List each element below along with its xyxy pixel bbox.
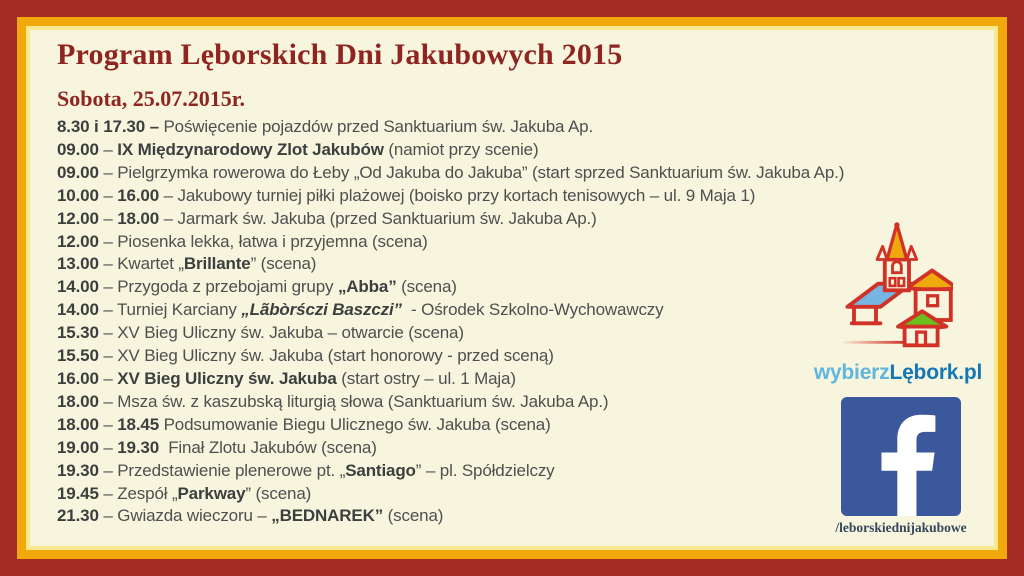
schedule-segment: 19.00 [57, 437, 99, 457]
schedule-line [57, 483, 957, 506]
schedule-segment: Podsumowanie Biegu Ulicznego św. Jakuba (scena) [159, 414, 551, 434]
schedule-segment: (start ostry – ul. 1 Maja) [336, 368, 516, 388]
schedule-segment: – Jarmark św. Jakuba (przed Sanktuarium św. Jakuba Ap.) [159, 208, 597, 228]
facebook-handle: /leborskiednijakubowe [835, 520, 967, 535]
schedule-segment: ” – pl. Spółdzielczy [415, 460, 555, 480]
logo-wordmark [814, 361, 982, 385]
schedule-segment: „Lãbòrśczi Baszczi” [241, 300, 402, 320]
schedule-segment: XV Bieg Uliczny św. Jakuba [117, 368, 337, 388]
wybierz-lebork-logo [808, 222, 988, 385]
schedule-segment: 21.30 [57, 506, 99, 526]
schedule-line [57, 460, 957, 483]
town-church-icon [843, 222, 953, 357]
schedule-segment: – Piosenka lekka, łatwa i przyjemna (scena) [98, 231, 428, 251]
facebook-block [835, 397, 967, 536]
schedule-segment: 18.00 [117, 208, 160, 228]
schedule-segment: Santiago [345, 460, 416, 480]
schedule-segment: ” (scena) [250, 254, 317, 274]
schedule-line [57, 505, 957, 528]
schedule-segment: ” (scena) [245, 483, 312, 503]
schedule-segment: – Przygoda z przebojami grupy [98, 277, 338, 297]
schedule-segment: – Zespół „ [98, 483, 178, 503]
schedule-segment: (namiot przy scenie) [383, 139, 539, 159]
schedule-segment: – Msza św. z kaszubską liturgią słowa (Sanktuarium św. Jakuba Ap.) [98, 391, 609, 411]
poster-content [30, 30, 994, 546]
schedule-line [57, 391, 957, 414]
schedule-segment: – Pielgrzymka rowerowa do Łeby „Od Jakuba do Jakuba” (start sprzed Sanktuarium św. Jakuba Ap.) [98, 162, 845, 182]
schedule-segment: 15.50 [57, 346, 99, 366]
schedule-segment: – [98, 139, 118, 159]
schedule-segment: 12.00 [57, 208, 99, 228]
logo-wordmark-light: wybierz [813, 361, 890, 384]
schedule-segment: – [98, 414, 118, 434]
schedule-segment: 19.30 [57, 460, 99, 480]
schedule-segment: 15.30 [57, 323, 99, 343]
schedule-line [57, 185, 957, 208]
schedule-line [57, 162, 957, 185]
schedule-line [57, 437, 957, 460]
facebook-icon [841, 397, 961, 516]
schedule-segment: 14.00 [57, 277, 99, 297]
schedule-segment: „Abba” [337, 277, 397, 297]
schedule-segment: – [98, 437, 118, 457]
schedule-segment: (scena) [396, 277, 457, 297]
schedule-segment: – XV Bieg Uliczny św. Jakuba – otwarcie (scena) [98, 323, 464, 343]
logo-wordmark-dark: Lębork.pl [889, 361, 983, 384]
schedule-segment: – Gwiazda wieczoru – [98, 506, 272, 526]
schedule-segment: Finał Zlotu Jakubów (scena) [159, 437, 377, 457]
schedule-line [57, 116, 957, 139]
schedule-segment: 8.30 i 17.30 – [57, 117, 164, 136]
schedule-segment: 18.00 [57, 414, 99, 434]
schedule-segment: Poświęcenie pojazdów przed Sanktuarium św. Jakuba Ap. [163, 117, 594, 136]
schedule-segment: 16.00 [117, 185, 160, 205]
date-subtitle: Sobota, 25.07.2015r. [57, 86, 246, 111]
schedule-segment: – Jakubowy turniej piłki plażowej (boisko przy kortach tenisowych – ul. 9 Maja 1) [159, 185, 756, 205]
schedule-segment: – XV Bieg Uliczny św. Jakuba (start honorowy - przed sceną) [98, 346, 554, 366]
schedule-segment: IX Międzynarodowy Zlot Jakubów [117, 139, 384, 159]
schedule-segment: 14.00 [57, 300, 99, 320]
schedule-segment: - Ośrodek Szkolno-Wychowawczy [401, 300, 664, 320]
schedule-segment: – [98, 185, 118, 205]
schedule-segment: Brillante [183, 254, 251, 274]
schedule-segment: „BEDNAREK” [271, 506, 384, 526]
schedule-segment: – Turniej Karciany [98, 300, 242, 320]
schedule-segment: (scena) [383, 506, 444, 526]
schedule-line [57, 139, 957, 162]
page-title: Program Lęborskich Dni Jakubowych 2015 [57, 38, 623, 71]
schedule-segment: – [98, 368, 118, 388]
schedule-segment: 18.45 [117, 414, 160, 434]
schedule-segment: 09.00 [57, 139, 99, 159]
schedule-segment: 09.00 [57, 162, 99, 182]
schedule-segment: 13.00 [57, 254, 99, 274]
schedule-segment: Parkway [177, 483, 246, 503]
schedule-segment: 19.30 [117, 437, 160, 457]
schedule-segment: 10.00 [57, 185, 99, 205]
schedule-segment: 18.00 [57, 391, 99, 411]
schedule-segment: – Przedstawienie plenerowe pt. „ [98, 460, 346, 480]
schedule-line [57, 414, 957, 437]
schedule-segment: – Kwartet „ [98, 254, 184, 274]
schedule-segment: – [98, 208, 118, 228]
schedule-segment: 16.00 [57, 368, 99, 388]
schedule-segment: 12.00 [57, 231, 99, 251]
schedule-segment: 19.45 [57, 483, 99, 503]
